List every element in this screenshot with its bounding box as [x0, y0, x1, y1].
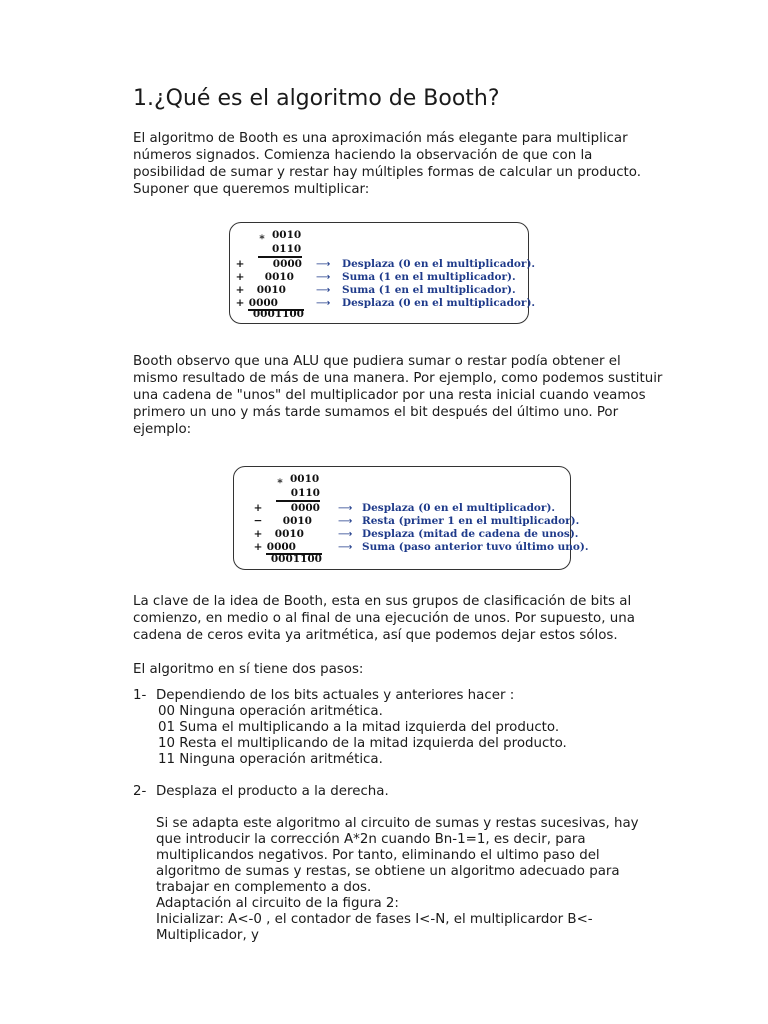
rule-10: 10 Resta el multiplicando de la mitad izquierda del producto. [158, 736, 567, 751]
step-text: Desplaza el producto a la derecha. [156, 784, 389, 799]
rule-11: 11 Ninguna operación aritmética. [158, 752, 383, 767]
row-value: 0010 [274, 528, 304, 540]
row-value: 0000 [266, 541, 296, 553]
two-steps-paragraph: El algoritmo en sí tiene dos pasos: [133, 662, 364, 677]
row-description: Suma (paso anterior tuvo último uno). [362, 541, 589, 553]
arrow-icon: ⟶ [316, 285, 331, 296]
arrow-icon: ⟶ [316, 272, 331, 283]
step-2 [133, 784, 663, 944]
multiplicand: 0010 [272, 229, 302, 241]
multiply-operator: * [277, 477, 283, 489]
row-sign: + [235, 284, 245, 296]
product-result: 0001100 [270, 553, 322, 565]
step-detail: Si se adapta este algoritmo al circuito de sumas y restas sucesivas, hay que introducir la corrección A*2n cuando Bn-1=1, es decir, para multiplicandos negativos. Por tanto, eliminando el ultimo paso del algoritmo de sumas y restas, se obtiene un algoritmo adecuado para trabajar en complemento a dos. [156, 816, 639, 895]
multiplicand: 0010 [290, 473, 320, 485]
step-line: Adaptación al circuito de la figura 2: [156, 896, 399, 911]
arrow-icon: ⟶ [316, 259, 331, 270]
row-description: Suma (1 en el multiplicador). [342, 271, 516, 283]
row-description: Desplaza (0 en el multiplicador). [362, 502, 556, 514]
rule-01: 01 Suma el multiplicando a la mitad izquierda del producto. [158, 720, 560, 735]
product-result: 0001100 [252, 308, 304, 320]
row-sign: + [253, 528, 263, 540]
row-description: Desplaza (0 en el multiplicador). [342, 258, 536, 270]
arrow-icon: ⟶ [316, 298, 331, 309]
key-idea-paragraph: La clave de la idea de Booth, esta en sus grupos de clasificación de bits al comienzo, en medio o al final de una ejecución de unos. Por supuesto, una cadena de ceros evita ya aritmética, así que podemos dejar estos sólos. [133, 594, 635, 643]
step-marker: 2- [133, 784, 147, 799]
row-sign: + [235, 271, 245, 283]
row-sign: − [253, 515, 263, 527]
arrow-icon: ⟶ [338, 503, 353, 514]
arrow-icon: ⟶ [338, 542, 353, 553]
row-sign: + [235, 258, 245, 270]
arrow-icon: ⟶ [338, 529, 353, 540]
row-value: 0010 [256, 284, 286, 296]
multiplier: 0110 [290, 487, 320, 499]
step-text: Dependiendo de los bits actuales y anteriores hacer : [156, 688, 515, 703]
figure-booth-example-2 [233, 466, 589, 570]
row-value: 0000 [290, 502, 320, 514]
step-marker: 1- [133, 688, 147, 703]
row-description: Resta (primer 1 en el multiplicador). [362, 515, 580, 527]
intro-paragraph: El algoritmo de Booth es una aproximación más elegante para multiplicar números signados. Comienza haciendo la observación de que con la posibilidad de sumar y restar hay múltiples formas de calcular un producto. Suponer que queremos multiplicar: [133, 131, 642, 197]
step-line: Multiplicador, y [156, 928, 259, 943]
step-line: Inicializar: A<-0 , el contador de fases I<-N, el multiplicardor B<- [156, 912, 593, 927]
row-value: 0010 [282, 515, 312, 527]
row-value: 0010 [264, 271, 294, 283]
document-page [133, 84, 663, 944]
row-sign: + [253, 541, 263, 553]
arrow-icon: ⟶ [338, 516, 353, 527]
row-value: 0000 [248, 297, 278, 309]
figure-booth-example-1 [229, 222, 536, 324]
page-title: 1.¿Qué es el algoritmo de Booth? [133, 86, 500, 111]
row-sign: + [253, 502, 263, 514]
multiplier: 0110 [272, 243, 302, 255]
row-sign: + [235, 297, 245, 309]
row-value: 0000 [272, 258, 302, 270]
rule-00: 00 Ninguna operación aritmética. [158, 704, 383, 719]
row-description: Desplaza (mitad de cadena de unos). [362, 528, 579, 540]
row-description: Suma (1 en el multiplicador). [342, 284, 516, 296]
step-1 [133, 688, 663, 768]
multiply-operator: * [259, 233, 265, 245]
row-description: Desplaza (0 en el multiplicador). [342, 297, 536, 309]
booth-observation-paragraph: Booth observo que una ALU que pudiera sumar o restar podía obtener el mismo resultado de más de una manera. Por ejemplo, como podemos sustituir una cadena de "unos" del multiplicador por una resta inicial cuando veamos primero un uno y más tarde sumamos el bit después del último uno. Por ejemplo: [133, 354, 663, 437]
